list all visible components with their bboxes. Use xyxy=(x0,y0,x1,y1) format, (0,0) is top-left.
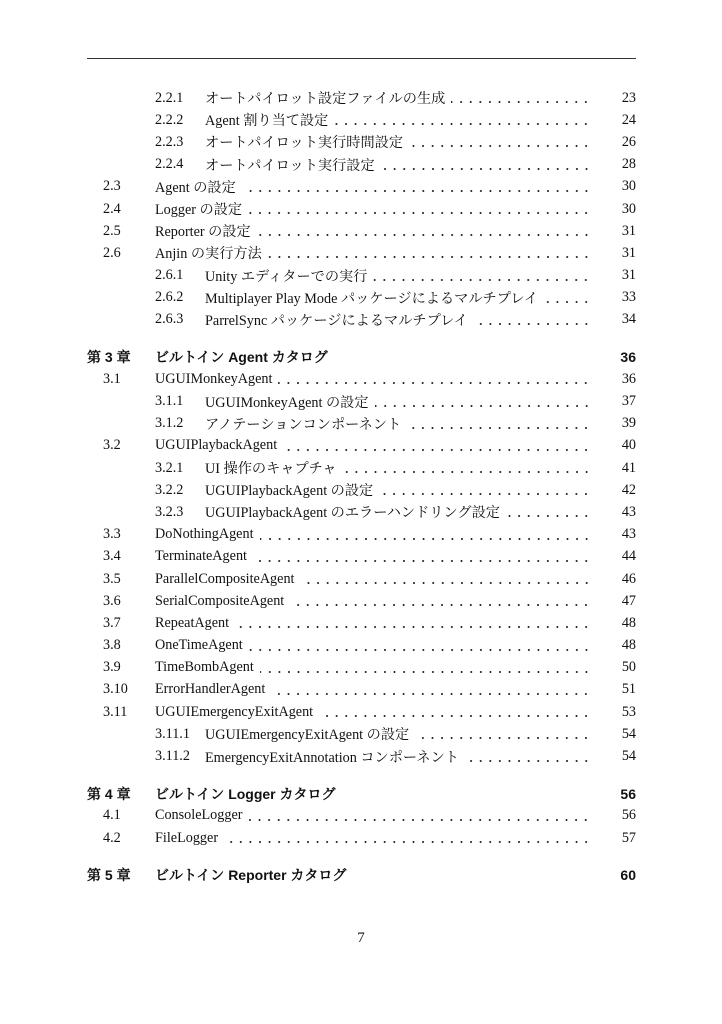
toc-section[interactable] xyxy=(87,701,636,723)
toc-chapter-5[interactable] xyxy=(87,864,636,886)
toc-group-chapter-2 xyxy=(87,87,636,331)
chapter-page: 36 xyxy=(620,349,636,366)
section-title: UI 操作のキャプチャ xyxy=(205,461,337,478)
dot-leader xyxy=(334,109,594,131)
toc-subsection[interactable] xyxy=(87,265,636,287)
dot-leader xyxy=(465,746,594,768)
section-number: 3.4 xyxy=(103,548,121,565)
toc-chapter-3[interactable] xyxy=(87,346,636,368)
section-number xyxy=(87,156,205,173)
dot-leader xyxy=(415,723,594,745)
section-number xyxy=(87,311,205,328)
section-number: 3.10 xyxy=(103,681,128,698)
section-page: 57 xyxy=(621,829,636,846)
section-title: ConsoleLogger xyxy=(155,807,243,824)
subsection-number: 3.2.2 xyxy=(155,481,184,498)
section-number: 4.1 xyxy=(103,807,121,824)
dot-leader xyxy=(235,612,594,634)
section-page: 30 xyxy=(621,178,636,195)
section-title: TerminateAgent xyxy=(155,548,247,565)
section-page: 46 xyxy=(621,570,636,587)
toc-section[interactable] xyxy=(87,827,636,849)
toc-subsection[interactable] xyxy=(87,154,636,176)
section-number xyxy=(87,748,205,765)
chapter-label: 第 5 章 xyxy=(87,867,131,884)
dot-leader xyxy=(451,87,594,109)
section-title: UGUIEmergencyExitAgent xyxy=(155,703,314,720)
subsection-number: 2.2.2 xyxy=(155,111,184,128)
subsection-number: 3.2.1 xyxy=(155,459,184,476)
section-page: 51 xyxy=(621,681,636,698)
toc-subsection[interactable] xyxy=(87,309,636,331)
section-page: 48 xyxy=(621,614,636,631)
section-number: 2.3 xyxy=(103,178,121,195)
toc-section[interactable] xyxy=(87,242,636,264)
subsection-number: 2.2.1 xyxy=(155,89,184,106)
section-title: Agent 割り当て設定 xyxy=(205,113,329,130)
dot-leader xyxy=(409,131,594,153)
section-page: 48 xyxy=(621,637,636,654)
dot-leader xyxy=(249,635,594,657)
subsection-number: 2.6.3 xyxy=(155,311,184,328)
dot-leader xyxy=(381,154,594,176)
toc-subsection[interactable] xyxy=(87,413,636,435)
section-page: 40 xyxy=(621,437,636,454)
section-title: Agent の設定 xyxy=(155,179,236,196)
section-number: 3.3 xyxy=(103,526,121,543)
toc-subsection[interactable] xyxy=(87,457,636,479)
dot-leader xyxy=(407,413,594,435)
dot-leader xyxy=(278,368,594,390)
section-title: Unity エディターでの実行 xyxy=(205,268,368,285)
section-page: 23 xyxy=(621,89,636,106)
chapter-title: ビルトイン Logger カタログ xyxy=(155,785,336,802)
section-title: UGUIPlaybackAgent xyxy=(155,437,278,454)
section-title: DoNothingAgent xyxy=(155,526,254,543)
section-page: 31 xyxy=(621,222,636,239)
section-page: 34 xyxy=(621,311,636,328)
section-number xyxy=(87,504,205,521)
toc-subsection[interactable] xyxy=(87,87,636,109)
section-page: 33 xyxy=(621,289,636,306)
subsection-number: 3.11.2 xyxy=(155,748,190,765)
section-title: Reporter の設定 xyxy=(155,224,251,241)
chapter-page: 60 xyxy=(620,867,636,884)
section-title: EmergencyExitAnnotation コンポーネント xyxy=(205,749,459,766)
table-of-contents xyxy=(87,87,636,886)
section-number xyxy=(87,134,205,151)
section-number xyxy=(87,90,205,107)
section-number xyxy=(87,289,205,306)
section-title: ErrorHandlerAgent xyxy=(155,681,266,698)
toc-section[interactable] xyxy=(87,590,636,612)
section-page: 36 xyxy=(621,370,636,387)
toc-subsection[interactable] xyxy=(87,131,636,153)
toc-section[interactable] xyxy=(87,198,636,220)
toc-subsection[interactable] xyxy=(87,745,636,767)
section-number: 2.6 xyxy=(103,244,121,261)
header-rule xyxy=(87,58,636,59)
dot-leader xyxy=(257,220,594,242)
section-title: Anjin の実行方法 xyxy=(155,246,262,263)
dot-leader xyxy=(248,805,594,827)
section-page: 37 xyxy=(621,393,636,410)
subsection-number: 3.1.2 xyxy=(155,415,184,432)
toc-section[interactable] xyxy=(87,368,636,390)
section-number xyxy=(87,112,205,129)
toc-section[interactable] xyxy=(87,635,636,657)
toc-chapter-4[interactable] xyxy=(87,783,636,805)
toc-section[interactable] xyxy=(87,524,636,546)
section-title: TimeBombAgent xyxy=(155,659,254,676)
toc-subsection[interactable] xyxy=(87,287,636,309)
dot-leader xyxy=(242,176,594,198)
section-title: ParallelCompositeAgent xyxy=(155,570,295,587)
dot-leader xyxy=(271,679,594,701)
section-number: 3.8 xyxy=(103,637,121,654)
toc-section[interactable] xyxy=(87,176,636,198)
section-title: アノテーションコンポーネント xyxy=(205,416,402,433)
section-title: オートパイロット実行設定 xyxy=(205,157,375,174)
toc-subsection[interactable] xyxy=(87,479,636,501)
section-page: 56 xyxy=(621,807,636,824)
section-number: 3.5 xyxy=(103,570,121,587)
section-number: 4.2 xyxy=(103,829,121,846)
section-number: 2.5 xyxy=(103,222,121,239)
dot-leader xyxy=(260,524,594,546)
section-title: Multiplayer Play Mode パッケージによるマルチプレイ xyxy=(205,290,539,307)
section-page: 39 xyxy=(621,415,636,432)
chapter-label: 第 3 章 xyxy=(87,349,131,366)
toc-group-chapter-4 xyxy=(87,805,636,849)
section-number xyxy=(87,726,205,743)
dot-leader xyxy=(343,457,594,479)
section-title: Logger の設定 xyxy=(155,202,243,219)
section-number xyxy=(87,393,205,410)
page-number: 7 xyxy=(357,930,365,946)
dot-leader xyxy=(301,568,595,590)
dot-leader xyxy=(268,242,594,264)
toc-section[interactable] xyxy=(87,568,636,590)
section-page: 30 xyxy=(621,200,636,217)
subsection-number: 2.6.1 xyxy=(155,267,184,284)
section-title: UGUIEmergencyExitAgent の設定 xyxy=(205,727,410,744)
section-page: 31 xyxy=(621,267,636,284)
dot-leader xyxy=(290,590,594,612)
section-title: UGUIPlaybackAgent の設定 xyxy=(205,483,374,500)
section-page: 31 xyxy=(621,244,636,261)
toc-subsection[interactable] xyxy=(87,723,636,745)
subsection-number: 2.2.4 xyxy=(155,156,184,173)
section-title: オートパイロット実行時間設定 xyxy=(205,135,404,152)
section-title: UGUIMonkeyAgent xyxy=(155,370,273,387)
section-page: 26 xyxy=(621,133,636,150)
section-number xyxy=(87,415,205,432)
section-title: UGUIMonkeyAgent の設定 xyxy=(205,394,369,411)
section-number: 3.1 xyxy=(103,370,121,387)
chapter-label: 第 4 章 xyxy=(87,785,131,802)
section-number: 2.4 xyxy=(103,200,121,217)
section-page: 41 xyxy=(621,459,636,476)
section-page: 43 xyxy=(621,526,636,543)
subsection-number: 2.6.2 xyxy=(155,289,184,306)
section-page: 24 xyxy=(621,111,636,128)
dot-leader xyxy=(506,501,594,523)
subsection-number: 3.2.3 xyxy=(155,503,184,520)
dot-leader xyxy=(375,391,594,413)
dot-leader xyxy=(474,309,594,331)
section-title: RepeatAgent xyxy=(155,614,230,631)
section-page: 28 xyxy=(621,156,636,173)
section-title: オートパイロット設定ファイルの生成 xyxy=(205,91,446,108)
dot-leader xyxy=(224,827,594,849)
toc-section[interactable] xyxy=(87,220,636,242)
section-number xyxy=(87,267,205,284)
toc-subsection[interactable] xyxy=(87,109,636,131)
toc-section[interactable] xyxy=(87,805,636,827)
section-title: ParrelSync パッケージによるマルチプレイ xyxy=(205,312,468,329)
subsection-number: 3.1.1 xyxy=(155,393,184,410)
subsection-number: 3.11.1 xyxy=(155,725,190,742)
toc-section[interactable] xyxy=(87,679,636,701)
chapter-title: ビルトイン Reporter カタログ xyxy=(155,867,347,884)
section-number: 3.11 xyxy=(103,703,128,720)
chapter-page: 56 xyxy=(620,785,636,802)
section-number: 3.9 xyxy=(103,659,121,676)
section-page: 47 xyxy=(621,592,636,609)
section-title: OneTimeAgent xyxy=(155,637,243,654)
toc-subsection[interactable] xyxy=(87,390,636,412)
section-page: 53 xyxy=(621,703,636,720)
chapter-title: ビルトイン Agent カタログ xyxy=(155,349,328,366)
section-title: SerialCompositeAgent xyxy=(155,592,285,609)
section-number xyxy=(87,482,205,499)
dot-leader xyxy=(373,265,594,287)
section-title: FileLogger xyxy=(155,829,219,846)
toc-group-chapter-3 xyxy=(87,368,636,767)
section-page: 42 xyxy=(621,481,636,498)
section-number: 3.2 xyxy=(103,437,121,454)
dot-leader xyxy=(283,435,594,457)
dot-leader xyxy=(544,287,594,309)
toc-section[interactable] xyxy=(87,435,636,457)
dot-leader xyxy=(260,657,594,679)
toc-section[interactable] xyxy=(87,546,636,568)
toc-section[interactable] xyxy=(87,612,636,634)
section-page: 54 xyxy=(621,748,636,765)
toc-subsection[interactable] xyxy=(87,501,636,523)
dot-leader xyxy=(253,546,594,568)
section-number: 3.6 xyxy=(103,592,121,609)
section-title: UGUIPlaybackAgent のエラーハンドリング設定 xyxy=(205,505,500,522)
section-page: 54 xyxy=(621,725,636,742)
section-page: 50 xyxy=(621,659,636,676)
section-page: 43 xyxy=(621,503,636,520)
section-page: 44 xyxy=(621,548,636,565)
dot-leader xyxy=(379,479,594,501)
dot-leader xyxy=(248,198,594,220)
dot-leader xyxy=(319,701,594,723)
toc-section[interactable] xyxy=(87,657,636,679)
section-number xyxy=(87,460,205,477)
section-number: 3.7 xyxy=(103,614,121,631)
subsection-number: 2.2.3 xyxy=(155,133,184,150)
